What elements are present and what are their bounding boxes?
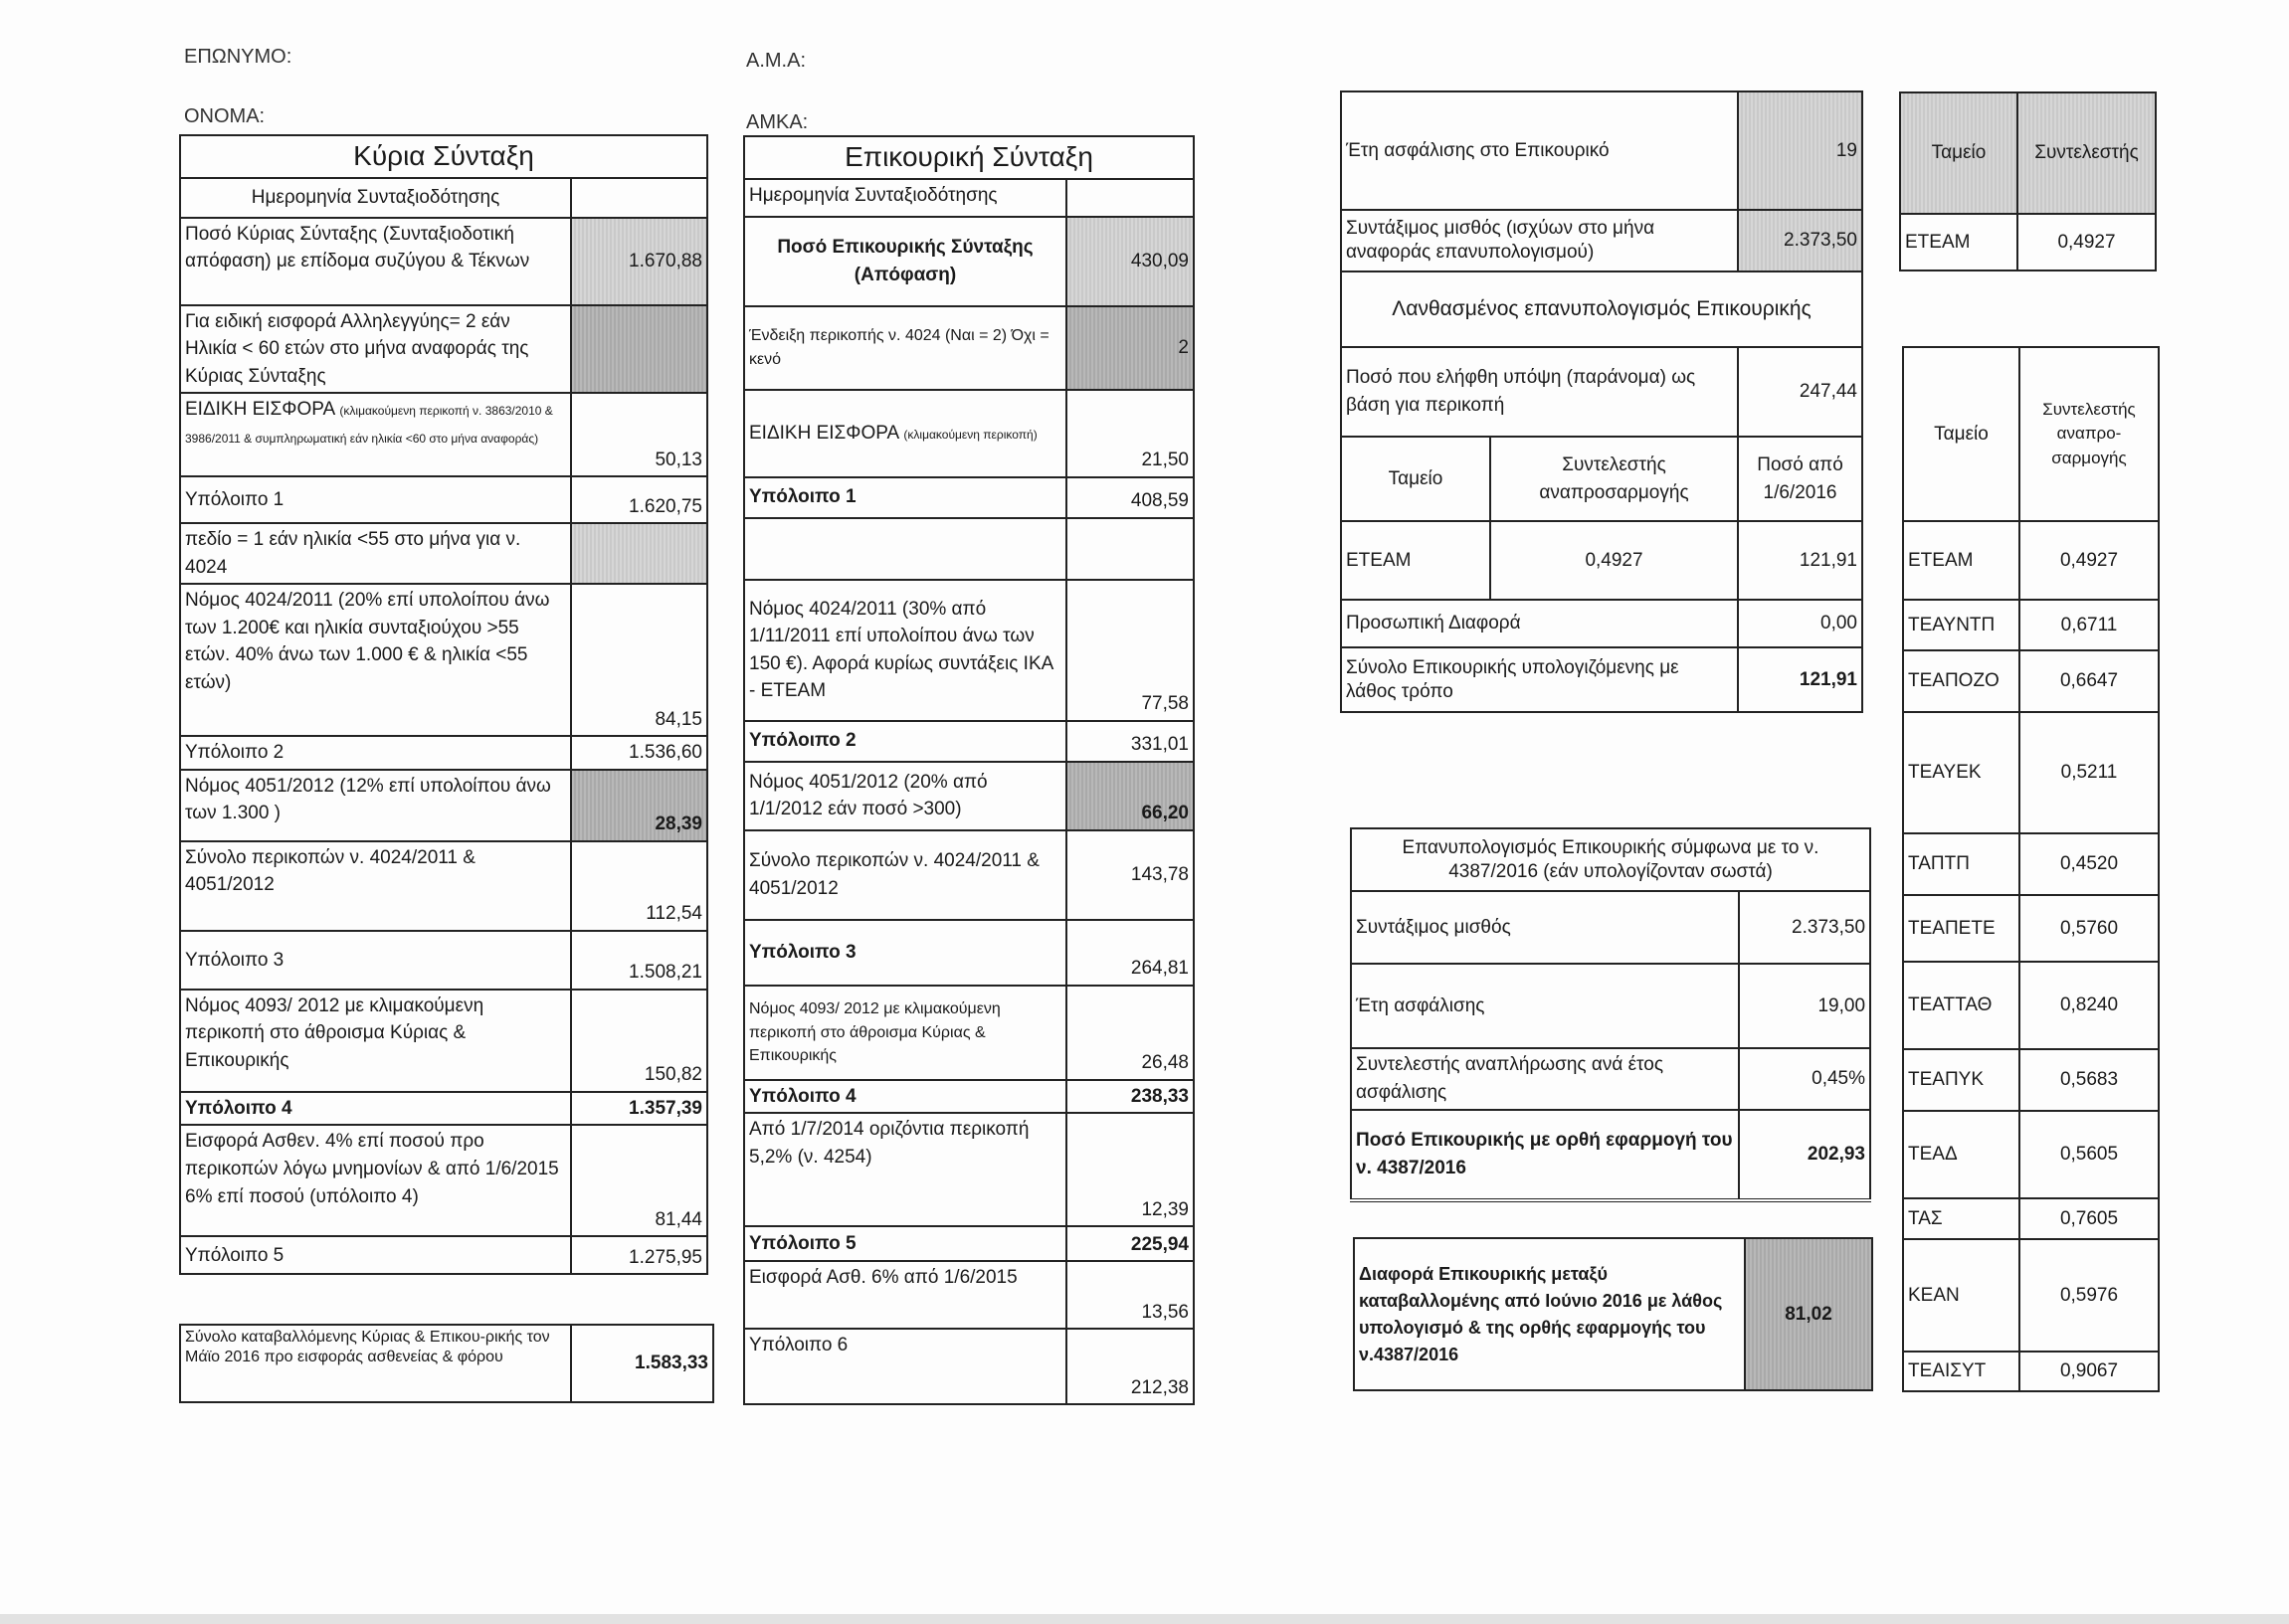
row-label	[180, 841, 571, 931]
wrong-total-value: 121,91	[1738, 647, 1862, 712]
row-label	[744, 1080, 1066, 1114]
table-row	[744, 518, 1194, 580]
aux-pension-table	[743, 135, 1195, 1405]
col-fund: Ταμείο	[1341, 437, 1490, 521]
row-label	[744, 1261, 1066, 1329]
fund-row	[1903, 1111, 2159, 1198]
table-row	[180, 841, 707, 931]
row-value: 2	[1066, 306, 1194, 390]
row-label	[744, 986, 1066, 1080]
row-value: 19,00	[1739, 964, 1870, 1048]
correct-calc-table	[1350, 827, 1871, 1202]
row-label	[744, 830, 1066, 920]
row-label-text: Νόμος 4051/2012 (12% επί υπολοίπου άνω των 1.300 )	[185, 775, 551, 824]
fund-row	[1903, 895, 2159, 962]
table-row	[1351, 891, 1870, 964]
table-row	[744, 217, 1194, 306]
base-value: 247,44	[1738, 347, 1862, 437]
correct-calc-heading: Επανυπολογισμός Επικουρικής σύμφωνα με το ν. 4387/2016 (εάν υπολογίζονταν σωστά)	[1351, 828, 1870, 891]
fund-name: ΤΕΑΙΣΥΤ	[1903, 1352, 2019, 1391]
row-label-text: Σύνολο περικοπών ν. 4024/2011 & 4051/2012	[185, 846, 476, 896]
row-label-text: Υπόλοιπο 6	[749, 1335, 849, 1356]
row-label	[180, 305, 571, 394]
row-value: 1.670,88	[571, 218, 707, 305]
table-row	[744, 920, 1194, 986]
row-label-text: Νόμος 4024/2011 (20% επί υπολοίπου άνω των 1.200€ και ηλικία συνταξιούχου >55 ετών. 40% άνω των 1.000 € & ηλικία <55 ετών)	[185, 590, 550, 693]
table-row	[744, 580, 1194, 721]
row-label	[744, 1329, 1066, 1404]
fund-row	[1903, 600, 2159, 650]
row-value	[571, 305, 707, 394]
fund-small-fund: ΕΤΕΑΜ	[1900, 214, 2017, 271]
row-label-text: Υπόλοιπο 3	[749, 941, 857, 963]
row-label-text: Εισφορά Ασθεν. 4% επί ποσού προ περικοπών λόγω μνημονίων & από 1/6/2015 6% επί ποσού (υπόλοιπο 4)	[185, 1131, 559, 1207]
row-label	[180, 1092, 571, 1126]
row-label	[744, 920, 1066, 986]
fund-row	[1903, 1198, 2159, 1239]
fund-name: ΤΕΑΤΤΑΘ	[1903, 962, 2019, 1049]
row-value: 81,44	[571, 1125, 707, 1236]
fund-name: ΤΕΑΥΕΚ	[1903, 712, 2019, 833]
fund-coef: 0,5760	[2019, 895, 2159, 962]
table-row	[180, 931, 707, 990]
row-label	[180, 736, 571, 770]
fund-small-table	[1899, 91, 2157, 271]
row-value: 1.536,60	[571, 736, 707, 770]
table-row	[744, 1261, 1194, 1329]
fund-name: ΤΕΑΠΟΖΟ	[1903, 650, 2019, 712]
total-row	[180, 1325, 713, 1402]
amka-label: ΑΜΚΑ:	[746, 111, 809, 133]
row-label	[180, 1236, 571, 1274]
row-label-text: Ημερομηνία Συνταξιοδότησης	[251, 186, 500, 208]
row-label	[744, 217, 1066, 306]
row-value	[571, 178, 707, 218]
fund-coef: 0,4520	[2019, 833, 2159, 895]
row-label-text: Ημερομηνία Συνταξιοδότησης	[749, 184, 998, 206]
fund-name: ΕΤΕΑΜ	[1903, 521, 2019, 600]
row-label	[180, 770, 571, 841]
fund-coef: 0,5605	[2019, 1111, 2159, 1198]
row-label	[744, 762, 1066, 830]
row-label-text: Υπόλοιπο 5	[185, 1244, 285, 1266]
fund-coef: 0,5976	[2019, 1239, 2159, 1352]
fund-name: ΚΕΑΝ	[1903, 1239, 2019, 1352]
row-value: 150,82	[571, 990, 707, 1092]
table-row	[180, 1092, 707, 1126]
table-row	[180, 1236, 707, 1274]
row-value: 225,94	[1066, 1226, 1194, 1261]
row-value: 143,78	[1066, 830, 1194, 920]
fund-name: ΤΕΑΠΥΚ	[1903, 1049, 2019, 1111]
row-label-text: πεδίο = 1 εάν ηλικία <55 στο μήνα για ν. 4024	[185, 529, 521, 578]
fund-name: ΤΑΠΤΠ	[1903, 833, 2019, 895]
fund-name: ΤΕΑΔ	[1903, 1111, 2019, 1198]
fund: ΕΤΕΑΜ	[1341, 521, 1490, 600]
wrong-calc-heading: Λανθασμένος επανυπολογισμός Επικουρικής	[1341, 271, 1862, 347]
personal-value: 0,00	[1738, 600, 1862, 647]
row-label	[180, 476, 571, 523]
salary-label: Συντάξιμος μισθός (ισχύων στο μήνα αναφοράς επανυπολογισμού)	[1341, 210, 1738, 271]
row-label	[180, 393, 571, 476]
table-row	[744, 830, 1194, 920]
table-row	[744, 306, 1194, 390]
table-row	[180, 393, 707, 476]
row-label	[744, 721, 1066, 762]
personal-label: Προσωπική Διαφορά	[1341, 600, 1738, 647]
wrong-total-label: Σύνολο Επικουρικής υπολογιζόμενης με λάθος τρόπο	[1341, 647, 1738, 712]
fund-row	[1903, 962, 2159, 1049]
row-value: 66,20	[1066, 762, 1194, 830]
row-label-text: Υπόλοιπο 4	[749, 1085, 857, 1107]
fund-coef: 0,4927	[2019, 521, 2159, 600]
row-label	[744, 1226, 1066, 1261]
table-row	[744, 1080, 1194, 1114]
fund-name: ΤΕΑΥΝΤΠ	[1903, 600, 2019, 650]
table-row	[744, 179, 1194, 217]
row-label: Συντελεστής αναπλήρωσης ανά έτος ασφάλισης	[1351, 1048, 1739, 1110]
row-label-text: Ποσό Επικουρικής Σύνταξης (Απόφαση)	[777, 237, 1034, 285]
base-label: Ποσό που ελήφθη υπόψη (παράνομα) ως βάση για περικοπή	[1341, 347, 1738, 437]
fund-coef: 0,5211	[2019, 712, 2159, 833]
table-row	[180, 584, 707, 736]
table-title: Επικουρική Σύνταξη	[744, 136, 1194, 179]
row-label: Ποσό Επικουρικής με ορθή εφαρμογή του ν. 4387/2016	[1351, 1110, 1739, 1200]
row-label-text: Ποσό Κύριας Σύνταξης (Συνταξιοδοτική απόφαση) με επίδομα συζύγου & Τέκνων	[185, 223, 530, 272]
main-pension-total-table	[179, 1324, 714, 1403]
row-value: 50,13	[571, 393, 707, 476]
main-pension-table	[179, 134, 708, 1275]
row-label	[180, 523, 571, 584]
row-label	[180, 178, 571, 218]
table-row	[744, 390, 1194, 477]
fund-coef: 0,7605	[2019, 1198, 2159, 1239]
row-label-text: Υπόλοιπο 1	[185, 488, 285, 510]
difference-value: 81,02	[1745, 1238, 1872, 1390]
row-label-text: Νόμος 4093/ 2012 με κλιμακούμενη περικοπή στο άθροισμα Κύριας & Επικουρικής	[749, 1000, 1001, 1064]
scan-edge	[0, 1614, 2289, 1624]
surname-label: ΕΠΩΝΥΜΟ:	[184, 46, 292, 68]
table-row	[180, 218, 707, 305]
fund-row	[1903, 1049, 2159, 1111]
row-label	[180, 584, 571, 736]
row-label: Συντάξιμος μισθός	[1351, 891, 1739, 964]
row-label	[180, 931, 571, 990]
row-label-text: Από 1/7/2014 οριζόντια περικοπή 5,2% (ν. 4254)	[749, 1119, 1030, 1168]
fund-coef: 0,5683	[2019, 1049, 2159, 1111]
table-row	[180, 178, 707, 218]
col-coef: Συντελεστής αναπροσαρμογής	[1490, 437, 1738, 521]
fund-coef: 0,8240	[2019, 962, 2159, 1049]
row-label: Έτη ασφάλισης	[1351, 964, 1739, 1048]
row-label-text: Υπόλοιπο 4	[185, 1097, 292, 1119]
difference-table	[1353, 1237, 1873, 1391]
fund-small-col-coef: Συντελεστής	[2017, 92, 2156, 214]
row-label-text: ΕΙΔΙΚΗ ΕΙΣΦΟΡΑ	[749, 422, 904, 444]
table-row	[744, 721, 1194, 762]
fund-row	[1903, 712, 2159, 833]
funds-col-coef: Συντελεστής αναπρο-σαρμογής	[2019, 347, 2159, 521]
table-row	[744, 1113, 1194, 1226]
row-value	[1066, 179, 1194, 217]
fund-coefficients-table	[1902, 346, 2160, 1392]
row-label-text: Υπόλοιπο 5	[749, 1232, 857, 1254]
row-label-text: Υπόλοιπο 1	[749, 486, 857, 508]
row-value: 21,50	[1066, 390, 1194, 477]
row-value: 1.508,21	[571, 931, 707, 990]
row-value: 12,39	[1066, 1113, 1194, 1226]
table-row	[744, 1329, 1194, 1404]
difference-label: Διαφορά Επικουρικής μεταξύ καταβαλλομένης από Ιούνιο 2016 με λάθος υπολογισμό & της ορθής εφαρμογής του ν.4387/2016	[1354, 1238, 1745, 1390]
table-row	[180, 770, 707, 841]
fund-small-col-fund: Ταμείο	[1900, 92, 2017, 214]
row-label	[744, 518, 1066, 580]
row-label-text: Υπόλοιπο 2	[749, 730, 857, 752]
row-value: 1.620,75	[571, 476, 707, 523]
row-value: 0,45%	[1739, 1048, 1870, 1110]
row-label-text: Ένδειξη περικοπής ν. 4024 (Ναι = 2) Όχι = κενό	[749, 327, 1049, 368]
row-label	[744, 477, 1066, 518]
funds-col-fund: Ταμείο	[1903, 347, 2019, 521]
table-row	[744, 986, 1194, 1080]
col-amount: Ποσό από 1/6/2016	[1738, 437, 1862, 521]
row-label-note: (κλιμακούμενη περικοπή ν. 3863/2010 & 3986/2011 & συμπληρωματική εάν ηλικία <60 στο μήνα αναφοράς)	[185, 404, 553, 446]
row-value: 430,09	[1066, 217, 1194, 306]
table-row	[180, 305, 707, 394]
row-value: 212,38	[1066, 1329, 1194, 1404]
total-label: Σύνολο καταβαλλόμενης Κύριας & Επικου-ρικής τον Μάϊο 2016 προ εισφοράς ασθενείας & φόρου	[180, 1325, 571, 1402]
salary-value: 2.373,50	[1738, 210, 1862, 271]
total-value: 1.583,33	[571, 1325, 713, 1402]
fund-row	[1903, 833, 2159, 895]
table-row	[180, 476, 707, 523]
row-label	[744, 580, 1066, 721]
name-label: ΟΝΟΜΑ:	[184, 105, 266, 127]
row-value: 26,48	[1066, 986, 1194, 1080]
wrong-calc-table	[1340, 90, 1863, 713]
row-value: 1.357,39	[571, 1092, 707, 1126]
fund-row	[1903, 1352, 2159, 1391]
fund-coef: 0,6647	[2019, 650, 2159, 712]
row-label-text: Εισφορά Ασθ. 6% από 1/6/2015	[749, 1267, 1018, 1289]
row-label-text: Νόμος 4093/ 2012 με κλιμακούμενη περικοπή στο άθροισμα Κύριας & Επικουρικής	[185, 994, 484, 1071]
fund-row	[1903, 521, 2159, 600]
table-row	[744, 1226, 1194, 1261]
row-value: 84,15	[571, 584, 707, 736]
table-row	[744, 762, 1194, 830]
years-label: Έτη ασφάλισης στο Επικουρικό	[1341, 91, 1738, 210]
row-label	[744, 179, 1066, 217]
table-row	[180, 736, 707, 770]
fund-small-coef: 0,4927	[2017, 214, 2156, 271]
row-label-text: Υπόλοιπο 2	[185, 742, 285, 764]
row-value: 264,81	[1066, 920, 1194, 986]
row-label	[744, 306, 1066, 390]
row-value: 112,54	[571, 841, 707, 931]
coef: 0,4927	[1490, 521, 1738, 600]
row-value: 2.373,50	[1739, 891, 1870, 964]
fund-row	[1903, 650, 2159, 712]
row-value: 28,39	[571, 770, 707, 841]
table-row	[1351, 1110, 1870, 1200]
row-value: 77,58	[1066, 580, 1194, 721]
fund-coef: 0,9067	[2019, 1352, 2159, 1391]
fund-name: ΤΕΑΠΕΤΕ	[1903, 895, 2019, 962]
row-label-text: ΕΙΔΙΚΗ ΕΙΣΦΟΡΑ	[185, 399, 340, 421]
fund-coef: 0,6711	[2019, 600, 2159, 650]
row-value: 331,01	[1066, 721, 1194, 762]
row-label	[180, 990, 571, 1092]
row-label	[744, 1113, 1066, 1226]
row-value: 202,93	[1739, 1110, 1870, 1200]
table-row	[744, 477, 1194, 518]
row-label-text: Νόμος 4024/2011 (30% από 1/11/2011 επί υπολοίπου άνω των 150 €). Αφορά κυρίως συντάξεις ΙΚΑ - ΕΤΕΑΜ	[749, 598, 1053, 702]
table-title-row	[744, 136, 1194, 179]
table-title: Κύρια Σύνταξη	[180, 135, 707, 178]
table-row	[1351, 964, 1870, 1048]
table-row	[1351, 1048, 1870, 1110]
row-label-text: Για ειδική εισφορά Αλληλεγγύης= 2 εάν Ηλικία < 60 ετών στο μήνα αναφοράς της Κύριας Σύνταξης	[185, 310, 529, 387]
amount: 121,91	[1738, 521, 1862, 600]
row-value	[1066, 518, 1194, 580]
row-value: 238,33	[1066, 1080, 1194, 1114]
row-value	[571, 523, 707, 584]
table-row	[180, 1125, 707, 1236]
row-label-note: (κλιμακούμενη περικοπή)	[903, 427, 1038, 442]
table-title-row	[180, 135, 707, 178]
row-value: 1.275,95	[571, 1236, 707, 1274]
row-label-text: Υπόλοιπο 3	[185, 949, 285, 971]
row-label	[744, 390, 1066, 477]
row-label-text: Σύνολο περικοπών ν. 4024/2011 & 4051/2012	[749, 850, 1040, 899]
ama-label: Α.Μ.Α:	[746, 50, 807, 72]
fund-name: ΤΑΣ	[1903, 1198, 2019, 1239]
row-label-text: Νόμος 4051/2012 (20% από 1/1/2012 εάν ποσό >300)	[749, 771, 988, 820]
row-value: 13,56	[1066, 1261, 1194, 1329]
row-value: 408,59	[1066, 477, 1194, 518]
row-label	[180, 218, 571, 305]
table-row	[180, 523, 707, 584]
row-label	[180, 1125, 571, 1236]
years-value: 19	[1738, 91, 1862, 210]
fund-row	[1903, 1239, 2159, 1352]
table-row	[180, 990, 707, 1092]
